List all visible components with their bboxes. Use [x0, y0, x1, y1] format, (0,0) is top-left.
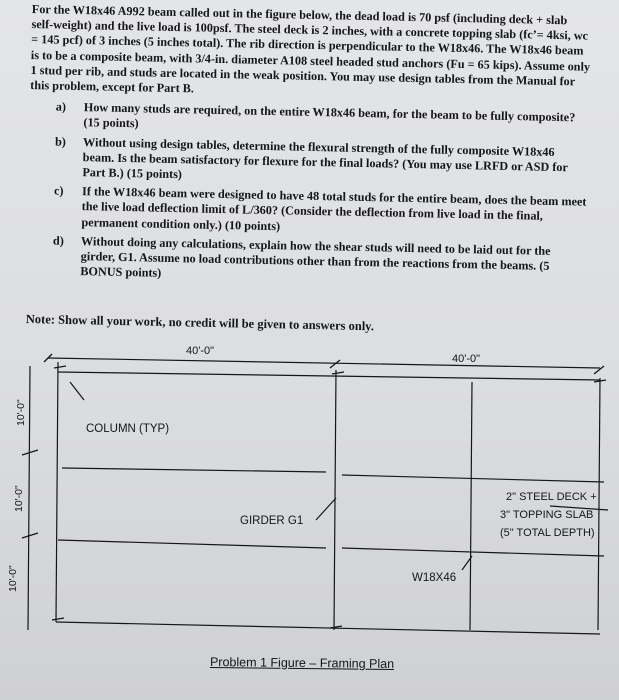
problem-statement — [26, 2, 592, 294]
grid-dimension-line — [28, 366, 30, 630]
deck-note-line-1: 2" STEEL DECK + — [506, 491, 597, 503]
bay-dimension-2: 10'-0" — [13, 485, 25, 512]
bay-dimension-1: 10'-0" — [15, 399, 27, 426]
column-line-left — [56, 362, 58, 622]
column-label: COLUMN (TYP) — [86, 423, 170, 435]
column-symbol — [332, 372, 344, 374]
dimension-tick — [22, 450, 38, 455]
part-text: Without using design tables, determine the flexural strength of the fully composite W18x46 beam. Is the beam satisfactory for flexure for the final loads? (You may use LRFD or ASD for Part B.) (15 points) — [82, 134, 568, 182]
problem-intro: For the W18x46 A992 beam called out in the figure below, the dead load is 70 psf (including deck + slab self-weight) and the live load is 100psf. The steel deck is 2 inches, with a concrete topping slab (fc’= 4ksi, wc = 145 pcf) of 3 inches (5 inches total). The rib direction is perpendicular to the W18x46. The W18x46 beam is to be a composite beam, with 3/4-in. diameter A108 steel headed stud anchors (Fu = 65 kips). Assume only 1 stud per rib, and studs are located in the weak position. You may use design tables from the Manual for this problem, except for Part B. — [30, 2, 591, 96]
infill-beam-line — [62, 468, 326, 472]
part-b — [28, 134, 589, 191]
problem-parts — [26, 99, 590, 290]
bay-dimension-3: 10'-0" — [7, 565, 19, 592]
part-d — [26, 233, 587, 290]
column-line-right — [598, 378, 600, 630]
figure-caption: Problem 1 Figure – Framing Plan — [209, 655, 395, 671]
span-right-label: 40'-0" — [452, 353, 481, 365]
part-letter: a) — [55, 99, 67, 114]
part-letter: b) — [54, 134, 67, 149]
infill-beam-line — [342, 475, 604, 482]
span-dimension-line — [48, 358, 600, 368]
span-left-label: 40'-0" — [186, 345, 215, 357]
infill-beam-line — [58, 540, 326, 548]
part-text: How many studs are required, on the entire W18x46 beam, for the beam to be fully composite? (15 points) — [83, 100, 576, 131]
girder-line-bottom — [56, 622, 600, 634]
part-text: If the W18x46 beam were designed to have 48 total studs for the entire beam, does the beam meet the live load deflection limit of L/360? (Consider the deflection from live load in the final, permanent condition only.) (10 points) — [81, 184, 587, 233]
note-text: Note: Show all your work, no credit will be given to answers only. — [25, 312, 375, 334]
part-c — [27, 183, 588, 240]
dimension-tick — [330, 360, 340, 368]
part-text: Without doing any calculations, explain how the shear studs will need to be laid out for the girder, G1. Assume no load contributions other than from the reactions from the beams. (5 BONUS points) — [80, 233, 551, 281]
column-symbol — [52, 618, 64, 620]
part-letter: d) — [52, 233, 65, 248]
dimension-tick — [594, 366, 604, 374]
beam-label: W18X46 — [412, 572, 457, 584]
girder-line-top — [58, 372, 600, 380]
girder-leader — [316, 498, 336, 520]
deck-note-line-2: 3" TOPPING SLAB — [500, 509, 594, 521]
w18x46-beam-line — [470, 382, 472, 630]
infill-beam-line — [342, 548, 604, 556]
dimension-tick — [22, 533, 38, 538]
part-letter: c) — [53, 183, 64, 198]
column-leader — [70, 382, 84, 400]
column-symbol — [54, 366, 66, 368]
girder-label: GIRDER G1 — [240, 515, 304, 527]
deck-note-line-3: (5" TOTAL DEPTH) — [500, 527, 595, 539]
framing-plan — [0, 330, 619, 660]
